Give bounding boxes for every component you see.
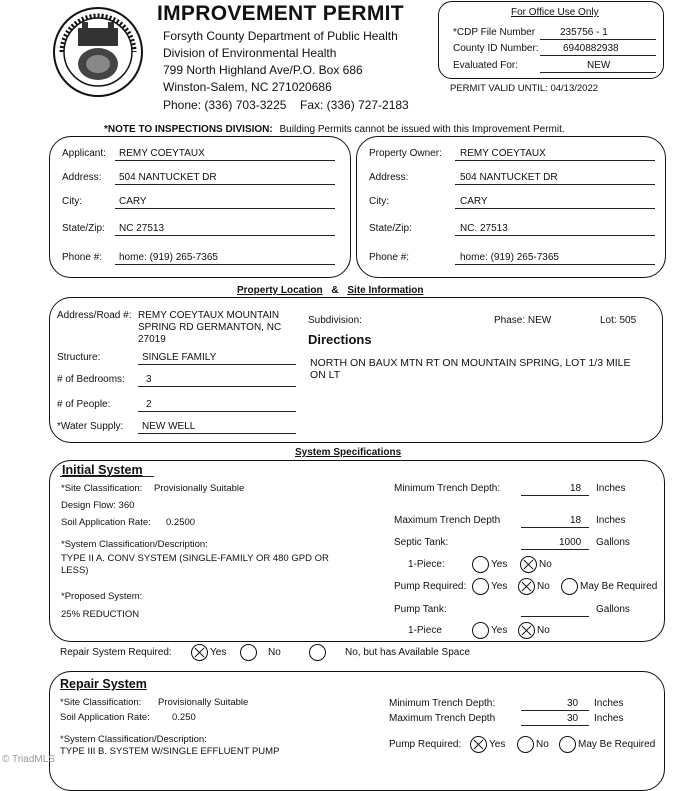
- evaluated-value: NEW: [587, 60, 611, 71]
- inspections-note: [104, 124, 565, 135]
- water-value: NEW WELL: [142, 421, 196, 432]
- cdp-value: 235756 - 1: [560, 27, 608, 38]
- repair-system-title: Repair System: [60, 677, 147, 691]
- property-location-title: Property Location: [237, 285, 323, 296]
- repair-soil-label: Soil Application Rate:: [60, 712, 150, 723]
- site-class-value: Provisionally Suitable: [154, 483, 245, 494]
- applicant-name: REMY COEYTAUX: [119, 148, 205, 159]
- owner-address-label: Address:: [369, 172, 409, 183]
- people-label: # of People:: [57, 399, 111, 410]
- agency-fax: Fax: (336) 727-2183: [300, 98, 409, 112]
- repair-soil-value: 0.250: [172, 712, 196, 723]
- pump-yes-radio[interactable]: [472, 578, 489, 595]
- owner-phone-label: Phone #:: [369, 252, 410, 263]
- repair-pump-no-radio[interactable]: [517, 736, 534, 753]
- applicant-address-label: Address:: [62, 172, 102, 183]
- office-use-title: For Office Use Only: [511, 7, 599, 18]
- one-piece-2-no-radio[interactable]: [518, 622, 535, 639]
- phase-value: Phase: NEW: [494, 315, 552, 326]
- owner-city-label: City:: [369, 196, 389, 207]
- repair-no-radio[interactable]: [240, 644, 257, 661]
- pump-tank-label: Pump Tank:: [394, 604, 447, 615]
- min-trench-value: 18: [570, 483, 582, 494]
- septic-value: 1000: [559, 537, 582, 548]
- soil-rate-label: Soil Application Rate:: [61, 517, 151, 528]
- directions-line-2: ON LT: [310, 369, 341, 381]
- repair-site-class-value: Provisionally Suitable: [158, 697, 249, 708]
- applicant-state-label: State/Zip:: [62, 223, 105, 234]
- repair-max-trench-value: 30: [567, 713, 579, 724]
- page-title: IMPROVEMENT PERMIT: [157, 2, 404, 25]
- repair-pump-yes-radio[interactable]: [470, 736, 487, 753]
- owner-name: REMY COEYTAUX: [460, 148, 546, 159]
- max-trench-unit: Inches: [596, 515, 626, 526]
- repair-system-class-value: TYPE III B. SYSTEM W/SINGLE EFFLUENT PUMP: [60, 746, 280, 757]
- owner-city: CARY: [460, 196, 488, 207]
- permit-valid-until: PERMIT VALID UNTIL: 04/13/2022: [450, 83, 599, 94]
- water-label: *Water Supply:: [57, 421, 124, 432]
- owner-state: NC. 27513: [460, 223, 508, 234]
- seal-icon: [52, 6, 144, 98]
- pump-maybe-label: May Be Required: [580, 581, 658, 592]
- property-amp: &: [331, 285, 339, 296]
- one-piece-2-yes-label: Yes: [491, 625, 508, 636]
- road-line-2: SPRING RD GERMANTON, NC: [138, 322, 282, 333]
- one-piece-no-radio[interactable]: [520, 556, 537, 573]
- pump-required-label: Pump Required:: [394, 581, 467, 592]
- system-class-label: *System Classification/Description:: [61, 539, 208, 550]
- note-bold: *NOTE TO INSPECTIONS DIVISION:: [104, 124, 273, 135]
- pump-yes-label: Yes: [491, 581, 508, 592]
- repair-required-label: Repair System Required:: [60, 647, 172, 658]
- one-piece-label: 1-Piece:: [408, 559, 445, 570]
- system-specs-title: System Specifications: [295, 447, 402, 458]
- repair-min-trench-label: Minimum Trench Depth:: [389, 698, 496, 709]
- repair-min-trench-unit: Inches: [594, 698, 624, 709]
- repair-yes-radio[interactable]: [191, 644, 208, 661]
- lot-value: Lot: 505: [600, 315, 637, 326]
- repair-pump-no-label: No: [536, 739, 549, 750]
- note-text: Building Permits cannot be issued with this Improvement Permit.: [279, 124, 565, 135]
- one-piece-2-no-label: No: [537, 625, 550, 636]
- owner-state-label: State/Zip:: [369, 223, 412, 234]
- max-trench-value: 18: [570, 515, 582, 526]
- county-seal: [52, 6, 144, 98]
- repair-min-trench-value: 30: [567, 698, 579, 709]
- county-id-label: County ID Number:: [453, 43, 539, 54]
- department-name: Forsyth County Department of Public Health: [163, 29, 398, 43]
- structure-label: Structure:: [57, 352, 101, 363]
- applicant-state: NC 27513: [119, 223, 165, 234]
- directions-title: Directions: [308, 332, 372, 347]
- agency-phone: Phone: (336) 703-3225: [163, 98, 287, 112]
- repair-site-class-label: *Site Classification:: [60, 697, 142, 708]
- county-id-value: 6940882938: [563, 43, 619, 54]
- applicant-city-label: City:: [62, 196, 82, 207]
- repair-max-trench-unit: Inches: [594, 713, 624, 724]
- evaluated-label: Evaluated For:: [453, 60, 519, 71]
- min-trench-unit: Inches: [596, 483, 626, 494]
- repair-system-class-label: *System Classification/Description:: [60, 734, 207, 745]
- pump-maybe-radio[interactable]: [561, 578, 578, 595]
- road-line-1: REMY COEYTAUX MOUNTAIN: [138, 310, 280, 321]
- one-piece-no-label: No: [539, 559, 552, 570]
- directions-line-1: NORTH ON BAUX MTN RT ON MOUNTAIN SPRING, LOT 1/3 MILE: [310, 357, 631, 369]
- property-section-title: [237, 285, 424, 296]
- cdp-label: *CDP File Number: [453, 27, 536, 38]
- bedrooms-value: 3: [146, 374, 152, 385]
- one-piece-2-yes-radio[interactable]: [472, 622, 489, 639]
- agency-address-1: 799 North Highland Ave/P.O. Box 686: [163, 63, 363, 77]
- min-trench-label: Minimum Trench Depth:: [394, 483, 501, 494]
- soil-rate-value: 0.2500: [166, 517, 196, 528]
- site-information-title: Site Information: [347, 285, 424, 296]
- one-piece-2-label: 1-Piece: [408, 625, 442, 636]
- initial-system-title: Initial System: [62, 463, 143, 477]
- owner-label: Property Owner:: [369, 148, 442, 159]
- repair-no-label: No: [268, 647, 281, 658]
- bedrooms-label: # of Bedrooms:: [57, 374, 125, 385]
- pump-no-radio[interactable]: [518, 578, 535, 595]
- watermark: © TriadMLS: [2, 754, 55, 765]
- applicant-city: CARY: [119, 196, 147, 207]
- road-label: Address/Road #:: [57, 310, 132, 321]
- division-name: Division of Environmental Health: [163, 46, 337, 60]
- system-class-line-2: LESS): [61, 565, 89, 576]
- applicant-phone: home: (919) 265-7365: [119, 252, 218, 263]
- applicant-phone-label: Phone #:: [62, 252, 103, 263]
- pump-no-label: No: [537, 581, 550, 592]
- applicant-address: 504 NANTUCKET DR: [119, 172, 217, 183]
- repair-pump-yes-label: Yes: [489, 739, 506, 750]
- one-piece-yes-radio[interactable]: [472, 556, 489, 573]
- road-line-3: 27019: [138, 334, 166, 345]
- structure-value: SINGLE FAMILY: [142, 352, 217, 363]
- septic-unit: Gallons: [596, 537, 630, 548]
- proposed-label: *Proposed System:: [61, 591, 143, 602]
- septic-label: Septic Tank:: [394, 537, 449, 548]
- one-piece-yes-label: Yes: [491, 559, 508, 570]
- design-flow: Design Flow: 360: [61, 500, 135, 511]
- repair-pump-maybe-label: May Be Required: [578, 739, 656, 750]
- repair-pump-label: Pump Required:: [389, 739, 462, 750]
- owner-address: 504 NANTUCKET DR: [460, 172, 558, 183]
- repair-pump-maybe-radio[interactable]: [559, 736, 576, 753]
- people-value: 2: [146, 399, 152, 410]
- subdivision-label: Subdivision:: [308, 315, 362, 326]
- max-trench-label: Maximum Trench Depth: [394, 515, 501, 526]
- repair-space-radio[interactable]: [309, 644, 326, 661]
- repair-max-trench-label: Maximum Trench Depth: [389, 713, 496, 724]
- repair-yes-label: Yes: [210, 647, 227, 658]
- applicant-label: Applicant:: [62, 148, 106, 159]
- site-class-label: *Site Classification:: [61, 483, 143, 494]
- system-class-line-1: TYPE II A. CONV SYSTEM (SINGLE-FAMILY OR 480 GPD OR: [61, 553, 329, 564]
- owner-phone: home: (919) 265-7365: [460, 252, 559, 263]
- repair-space-label: No, but has Available Space: [345, 647, 470, 658]
- agency-address-2: Winston-Salem, NC 271020686: [163, 80, 332, 94]
- pump-tank-unit: Gallons: [596, 604, 630, 615]
- proposed-value: 25% REDUCTION: [61, 609, 140, 620]
